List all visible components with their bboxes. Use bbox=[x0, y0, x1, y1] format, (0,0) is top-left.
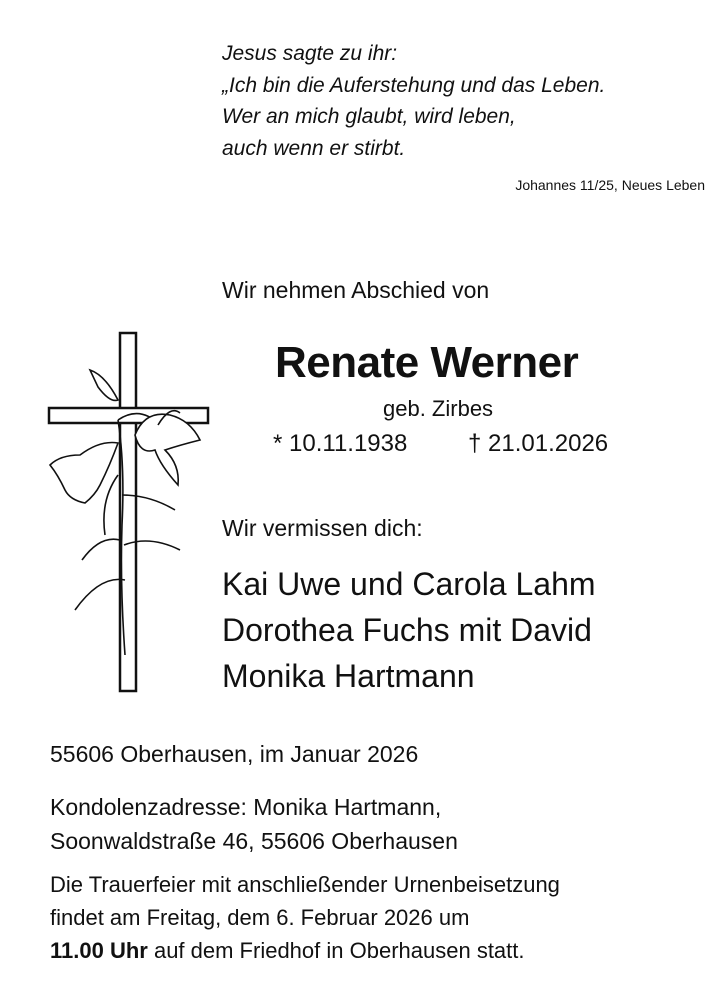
quote-line: auch wenn er stirbt. bbox=[222, 136, 406, 160]
place-date: 55606 Oberhausen, im Januar 2026 bbox=[50, 741, 419, 767]
quote-line: Wer an mich glaubt, wird leben, bbox=[222, 105, 516, 128]
bible-quote bbox=[222, 38, 605, 164]
condolence-address bbox=[50, 790, 458, 858]
service-info bbox=[50, 868, 560, 967]
service-line: Die Trauerfeier mit anschließender Urnenbeisetzung bbox=[50, 872, 560, 897]
mourners-list bbox=[222, 561, 596, 699]
death-date: † 21.01.2026 bbox=[468, 430, 609, 457]
birth-date: * 10.11.1938 bbox=[273, 430, 408, 457]
service-line bbox=[50, 934, 560, 967]
service-location: auf dem Friedhof in Oberhausen statt. bbox=[147, 938, 525, 963]
service-time: 11.00 Uhr bbox=[50, 938, 148, 963]
miss-heading: Wir vermissen dich: bbox=[222, 515, 423, 541]
cross-lily-icon bbox=[40, 325, 220, 695]
condolence-line: Kondolenzadresse: Monika Hartmann, bbox=[50, 794, 442, 820]
mourner: Dorothea Fuchs mit David bbox=[222, 612, 592, 648]
quote-source: Johannes 11/25, Neues Leben bbox=[515, 177, 705, 193]
mourner: Kai Uwe und Carola Lahm bbox=[222, 566, 596, 602]
quote-line: „Ich bin die Auferstehung und das Leben. bbox=[222, 73, 606, 97]
intro-text: Wir nehmen Abschied von bbox=[222, 277, 490, 303]
deceased-name: Renate Werner bbox=[275, 338, 579, 387]
mourner: Monika Hartmann bbox=[222, 658, 475, 694]
maiden-name: geb. Zirbes bbox=[383, 396, 494, 421]
quote-line: Jesus sagte zu ihr: bbox=[222, 42, 398, 65]
service-line: findet am Freitag, dem 6. Februar 2026 um bbox=[50, 905, 470, 930]
condolence-line: Soonwaldstraße 46, 55606 Oberhausen bbox=[50, 828, 458, 854]
